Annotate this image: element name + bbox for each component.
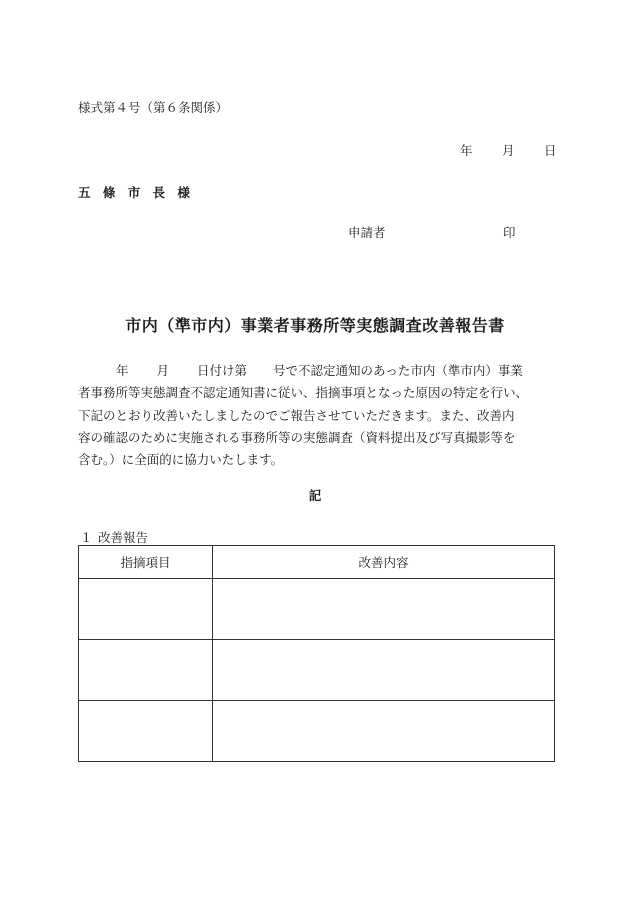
ki-heading: 記 <box>308 488 322 503</box>
applicant-label: 申請者 <box>348 225 386 240</box>
improvement-report-table <box>78 545 555 762</box>
seal-label: 印 <box>503 225 516 240</box>
section-label: 改善報告 <box>98 530 149 545</box>
date-year-label: 年 <box>460 143 473 158</box>
table-header-row <box>79 546 555 579</box>
table-row <box>79 701 555 762</box>
table-cell-findings[interactable] <box>79 579 213 640</box>
body-year-label: 年 <box>116 363 129 378</box>
body-line-3: 下記のとおり改善いたしましたのでご報告させていただきます。また、改善内 <box>78 407 515 423</box>
body-month-label: 月 <box>156 363 170 378</box>
section-number: １ <box>80 530 93 545</box>
addressee: 五 條 市 長 様 <box>78 185 194 200</box>
date-month-label: 月 <box>502 143 515 158</box>
table-cell-findings[interactable] <box>79 640 213 701</box>
document-title: 市内（準市内）事業者事務所等実態調査改善報告書 <box>125 316 505 335</box>
body-line-4: 容の確認のために実施される事務所等の実態調査（資料提出及び写真撮影等を <box>78 429 516 445</box>
body-line-1-rest: 号で不認定通知のあった市内（準市内）事業 <box>273 363 523 378</box>
header-improvements: 改善内容 <box>213 546 555 579</box>
body-dated-prefix: 日付け第 <box>197 363 248 378</box>
form-number: 様式第４号（第６条関係） <box>78 100 229 115</box>
table-row <box>79 640 555 701</box>
body-line-1 <box>78 360 556 382</box>
header-findings: 指摘項目 <box>79 546 213 579</box>
date-day-label: 日 <box>544 143 557 158</box>
table-cell-findings[interactable] <box>79 701 213 762</box>
body-paragraph <box>78 360 556 471</box>
table-cell-improvements[interactable] <box>213 640 555 701</box>
body-line-5: 含む。）に全面的に協力いたします。 <box>78 452 284 468</box>
table-cell-improvements[interactable] <box>213 579 555 640</box>
date-line <box>460 141 557 159</box>
section-heading <box>80 528 148 546</box>
table-cell-improvements[interactable] <box>213 701 555 762</box>
body-line-2: 者事務所等実態調査不認定通知書に従い、指摘事項となった原因の特定を行い、 <box>78 385 529 401</box>
table-row <box>79 579 555 640</box>
